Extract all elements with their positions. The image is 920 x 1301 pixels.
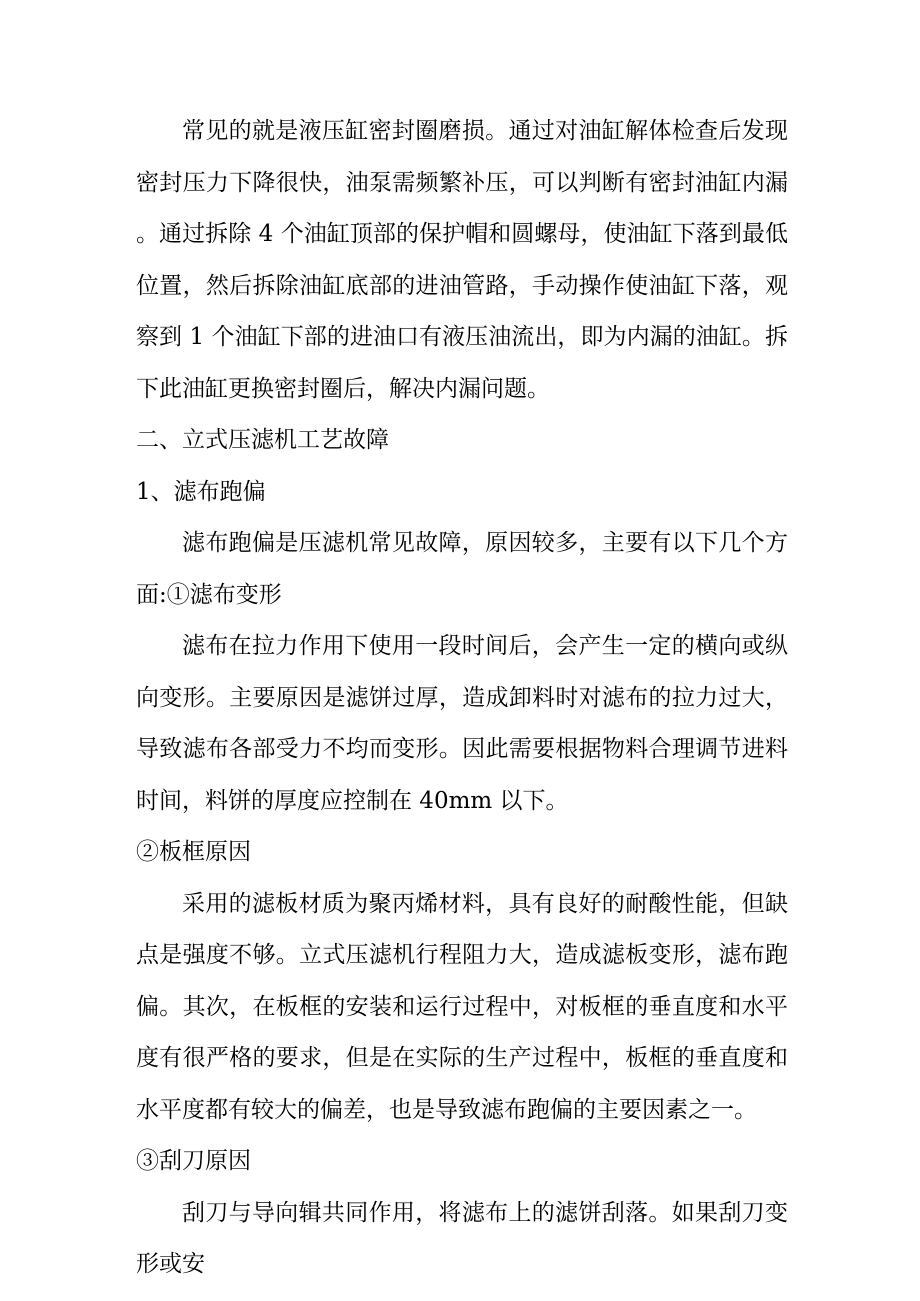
- paragraph-scraper: 刮刀与导向辑共同作用，将滤布上的滤饼刮落。如果刮刀变形或安: [136, 1199, 788, 1277]
- document-page: [136, 106, 788, 1291]
- item-heading-plate-frame: ②板框原因: [136, 839, 251, 865]
- item-heading-scraper: ③刮刀原因: [136, 1148, 251, 1174]
- subsection-heading-cloth-deviation: 1、滤布跑偏: [136, 478, 266, 505]
- section-heading-process-faults: 二、立式压滤机工艺故障: [136, 427, 389, 453]
- paragraph-deviation-intro: 滤布跑偏是压滤机常见故障，原因较多，主要有以下几个方面:①滤布变形: [136, 530, 788, 608]
- paragraph-plate-frame: 采用的滤板材质为聚丙烯材料，具有良好的耐酸性能，但缺点是强度不够。立式压滤机行程阻力大，造成滤板变形，滤布跑偏。其次，在板框的安装和运行过程中，对板框的垂直度和水平度有很严格的要求，但是在实际的生产过程中，板框的垂直度和水平度都有较大的偏差，也是导致滤布跑偏的主要因素之一。: [136, 890, 788, 1123]
- paragraph-cloth-deformation: 滤布在拉力作用下使用一段时间后，会产生一定的横向或纵向变形。主要原因是滤饼过厚，造成卸料时对滤布的拉力过大，导致滤布各部受力不均而变形。因此需要根据物料合理调节进料时间，料饼的厚度应控制在 40mm 以下。: [136, 633, 788, 814]
- paragraph-cylinder-seal: 常见的就是液压缸密封圈磨损。通过对油缸解体检查后发现密封压力下降很快，油泵需频繁补压，可以判断有密封油缸内漏。通过拆除 4 个油缸顶部的保护帽和圆螺母，使油缸下落到最低位置，然后拆除油缸底部的进油管路，手动操作使油缸下落，观察到 1 个油缸下部的进油口有液压油流出，即为内漏的油缸。拆下此油缸更换密封圈后，解决内漏问题。: [136, 118, 788, 402]
